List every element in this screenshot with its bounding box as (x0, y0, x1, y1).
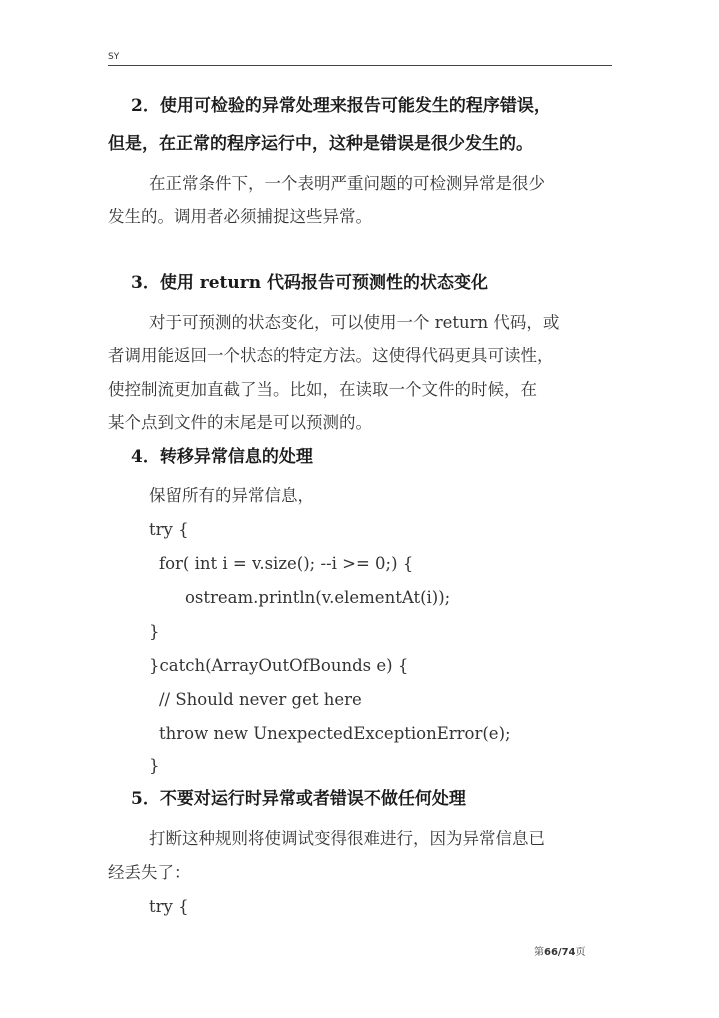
section-4-body-line-1: 保留所有的异常信息， (149, 486, 314, 505)
footer-suffix: 页 (575, 947, 586, 958)
section-2-body-line-2: 发生的。调用者必须捕捉这些异常。 (108, 207, 372, 226)
code-line-2: for( int i = v.size(); --i >= 0;) { (159, 554, 414, 573)
code-line-9: try { (149, 897, 189, 916)
code-line-5: }catch(ArrayOutOfBounds e) { (149, 656, 409, 675)
section-3-body-line-4: 某个点到文件的末尾是可以预测的。 (108, 413, 372, 432)
section-5-body-line-2: 经丢失了： (108, 863, 191, 882)
section-2-body-line-1: 在正常条件下，一个表明严重问题的可检测异常是很少 (149, 174, 545, 193)
section-3-body-line-1: 对于可预测的状态变化，可以使用一个 return 代码，或 (149, 313, 560, 332)
section-5-title: 5．不要对运行时异常或者错误不做任何处理 (131, 789, 466, 809)
header-rule (108, 65, 612, 66)
section-4-title: 4．转移异常信息的处理 (131, 447, 313, 467)
section-3-body-line-2: 者调用能返回一个状态的特定方法。这使得代码更具可读性， (108, 346, 554, 365)
section-2-title-line-2: 但是，在正常的程序运行中，这种是错误是很少发生的。 (108, 134, 533, 154)
code-line-3: ostream.println(v.elementAt(i)); (185, 588, 451, 607)
section-5-body-line-1: 打断这种规则将使调试变得很难进行，因为异常信息已 (149, 829, 545, 848)
section-2-title-line-1: 2．使用可检验的异常处理来报告可能发生的程序错误， (131, 96, 551, 116)
header-label: SY (108, 52, 120, 62)
code-line-8: } (149, 756, 160, 775)
code-line-1: try { (149, 520, 189, 539)
page-number: 66/74 (544, 947, 576, 958)
footer-prefix: 第 (534, 947, 544, 958)
code-line-6: // Should never get here (159, 690, 362, 709)
page-footer (534, 943, 585, 958)
code-line-4: } (149, 622, 160, 641)
section-3-body-line-3: 使控制流更加直截了当。比如，在读取一个文件的时候，在 (108, 380, 537, 399)
code-line-7: throw new UnexpectedExceptionError(e); (159, 724, 511, 743)
section-3-title: 3．使用 return 代码报告可预测性的状态变化 (131, 273, 488, 293)
